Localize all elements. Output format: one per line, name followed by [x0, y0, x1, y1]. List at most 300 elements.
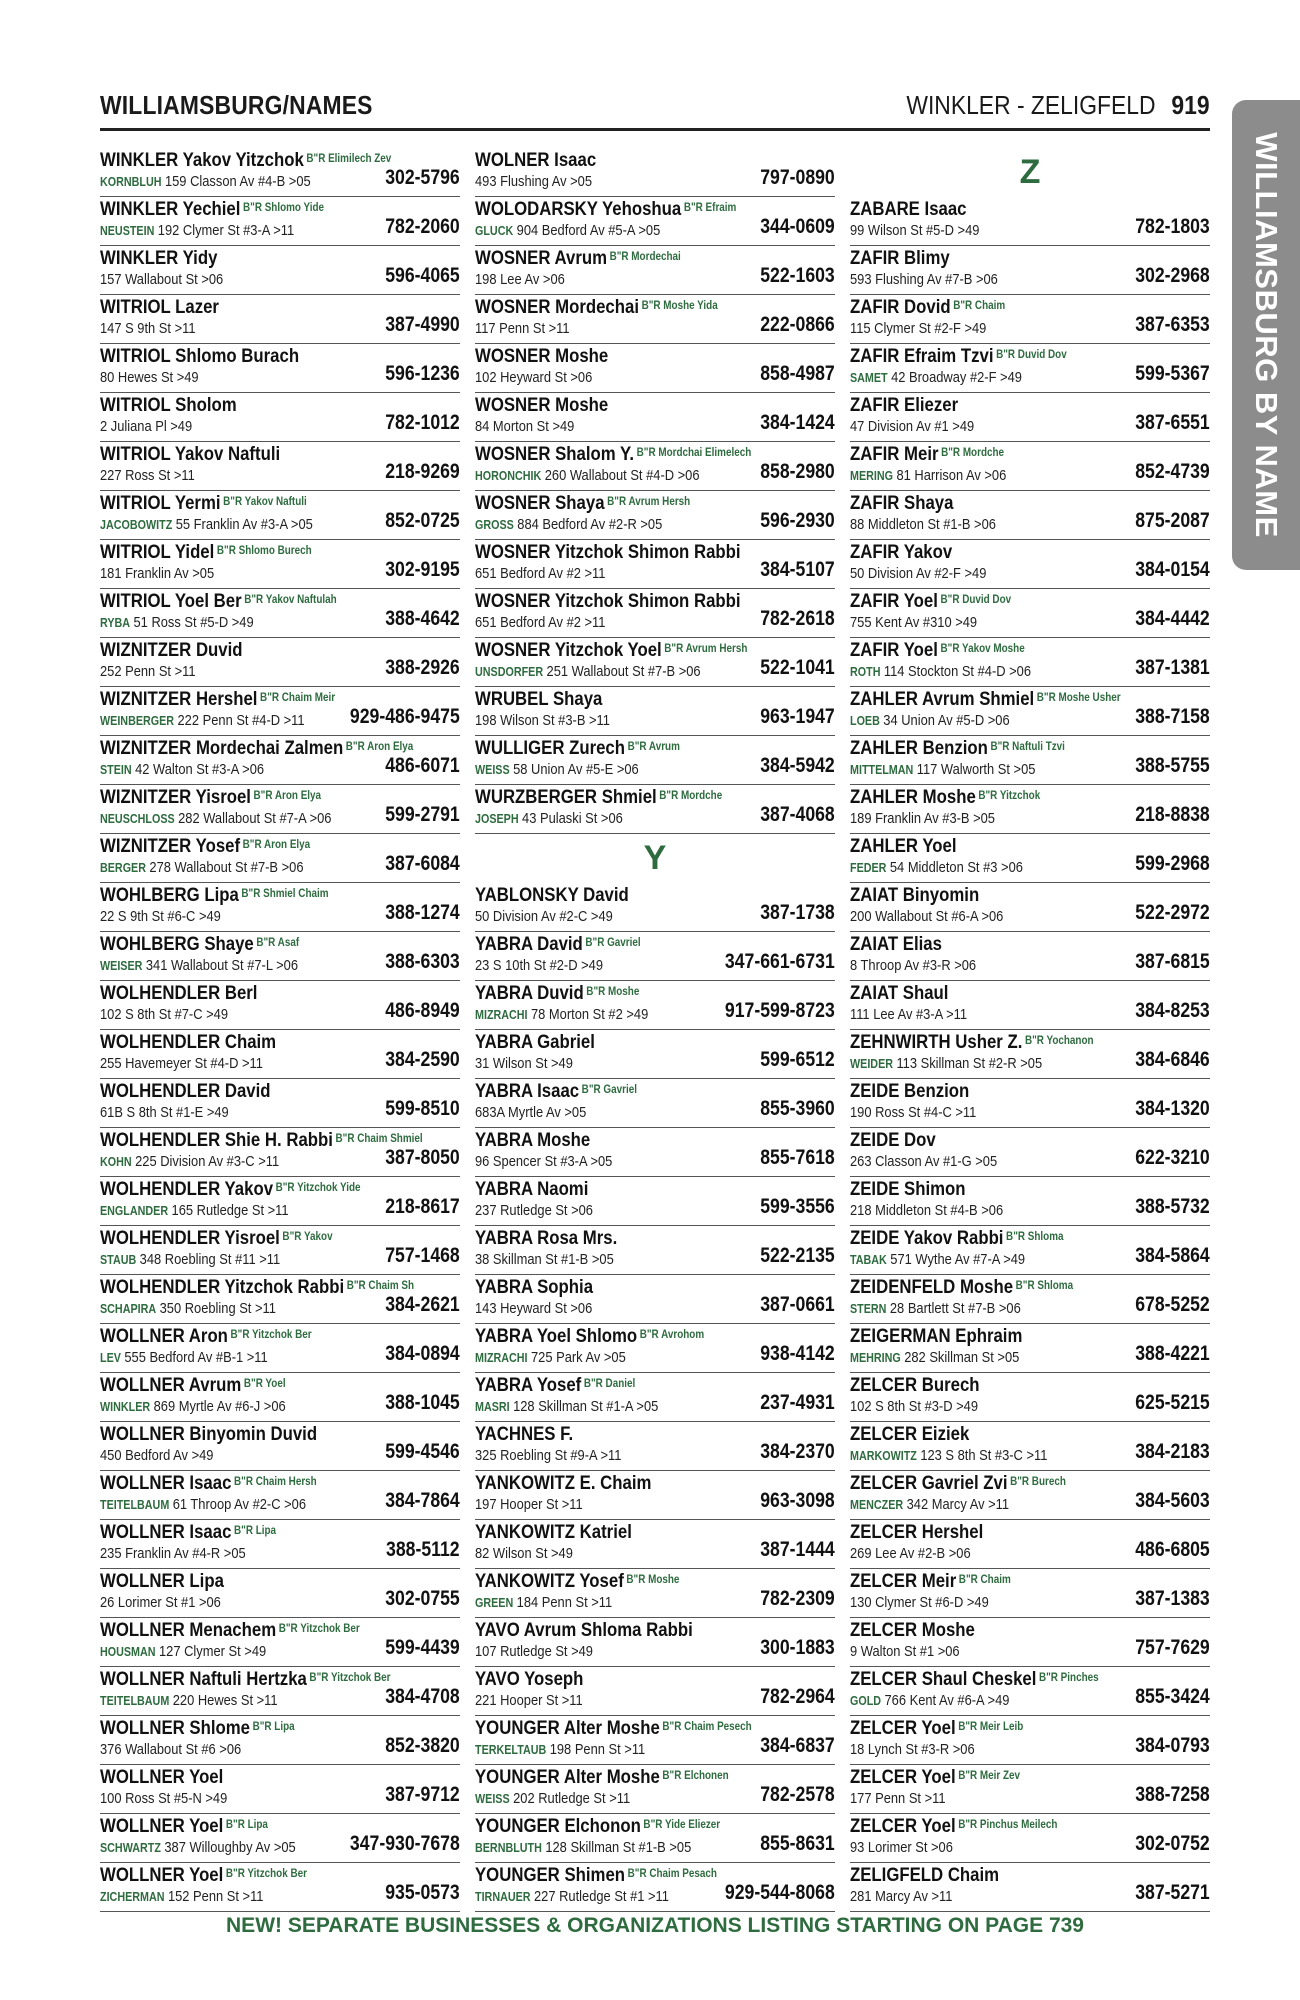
listing-phone: 522-2972 [1135, 901, 1210, 924]
listing-address: 107 Rutledge St >49 [475, 1643, 593, 1660]
listing-spouse-maiden-name: STAUB [100, 1253, 137, 1267]
listing-spouse-maiden-name: TIRNAUER [475, 1890, 531, 1904]
listing-address: 159 Classon Av #4-B >05 [164, 173, 311, 190]
listing-phone: 625-5215 [1135, 1391, 1210, 1414]
listing-name: ZAIAT Shaul [850, 982, 949, 1004]
listing-entry [850, 295, 1210, 344]
listing-entry [850, 1079, 1210, 1128]
listing-spouse-maiden-name: MIZRACHI [475, 1008, 528, 1022]
page-number: 919 [1171, 90, 1210, 120]
listing-address: 227 Rutledge St #1 >11 [533, 1888, 669, 1905]
listing-name-line [475, 1864, 717, 1887]
listing-name: YABRA Rosa Mrs. [475, 1227, 618, 1249]
listing-parent: B"R Shloma [1015, 1280, 1074, 1292]
listing-spouse-maiden-name: ZICHERMAN [100, 1890, 165, 1904]
listing-name-line [475, 198, 736, 221]
listing-address-line [850, 565, 986, 582]
listing-phone: 384-0793 [1135, 1734, 1210, 1757]
listing-name-line [850, 688, 1121, 711]
listing-address: 281 Marcy Av >11 [850, 1888, 953, 1905]
listing-address: 651 Bedford Av #2 >11 [475, 614, 606, 631]
listing-spouse-maiden-name: MASRI [475, 1400, 510, 1414]
listing-address: 269 Lee Av #2-B >06 [850, 1545, 971, 1562]
listing-entry [475, 1471, 835, 1520]
listing-entry [475, 1520, 835, 1569]
listing-address-line [475, 1153, 612, 1170]
listing-column-2 [475, 148, 835, 1912]
listing-name: WOLHENDLER Yakov [100, 1178, 274, 1200]
listing-address-line [475, 1496, 583, 1513]
listing-spouse-maiden-name: GREEN [475, 1596, 514, 1610]
listing-address-line [475, 369, 592, 386]
listing-phone: 782-2060 [385, 215, 460, 238]
listing-address-line [475, 418, 574, 435]
listing-phone: 963-3098 [760, 1489, 835, 1512]
listing-entry [475, 442, 835, 491]
listing-name: ZELCER Gavriel Zvi [850, 1472, 1008, 1494]
listing-address-line [475, 1594, 612, 1611]
listing-name: WITRIOL Yidel [100, 541, 215, 563]
listing-name-line [100, 296, 219, 319]
listing-entry [475, 1863, 835, 1912]
listing-phone: 387-1444 [760, 1538, 835, 1561]
listing-address: 198 Penn St >11 [549, 1741, 646, 1758]
listing-address: 55 Franklin Av #3-A >05 [175, 516, 313, 533]
listing-parent: B"R Chaim Pesech [662, 1721, 752, 1733]
listing-name: YABRA Sophia [475, 1276, 594, 1298]
listing-address-line [850, 1594, 989, 1611]
listing-parent: B"R Yitzchok Ber [309, 1672, 391, 1684]
listing-parent: B"R Yitzchok Ber [230, 1329, 312, 1341]
listing-parent: B"R Chaim Pesach [627, 1868, 717, 1880]
listing-parent: B"R Yochanon [1024, 1035, 1094, 1047]
listing-phone: 622-3210 [1135, 1146, 1210, 1169]
listing-address-line [850, 369, 1022, 386]
listing-address-line [100, 1349, 268, 1366]
listing-name: WOLHENDLER David [100, 1080, 271, 1102]
listing-spouse-maiden-name: WEISS [475, 763, 510, 777]
listing-name: ZAFIR Blimy [850, 247, 950, 269]
listing-address-line [100, 467, 195, 484]
listing-parent: B"R Lipa [225, 1819, 268, 1831]
listing-name-line [850, 541, 952, 564]
listing-name-line [850, 1129, 936, 1152]
listing-name-line [100, 1864, 307, 1887]
listing-address: 80 Hewes St >49 [100, 369, 199, 386]
listing-phone: 384-5864 [1135, 1244, 1210, 1267]
listing-address-line [850, 467, 1006, 484]
listing-phone: 387-1738 [760, 901, 835, 924]
listing-phone: 875-2087 [1135, 509, 1210, 532]
listing-address-line [100, 1055, 263, 1072]
listing-name-line [100, 1080, 271, 1103]
listing-name: YAVO Avrum Shloma Rabbi [475, 1619, 693, 1641]
listing-phone: 596-2930 [760, 509, 835, 532]
listing-name: WOLHENDLER Yisroel [100, 1227, 280, 1249]
listing-parent: B"R Shloma [1006, 1231, 1064, 1243]
listing-address-line [475, 614, 605, 631]
listing-phone: 387-6551 [1135, 411, 1210, 434]
listing-name-line [850, 345, 1067, 368]
listing-address-line [475, 1006, 648, 1023]
listing-address-line [475, 1349, 626, 1366]
listing-phone: 757-7629 [1135, 1636, 1210, 1659]
listing-entry [850, 638, 1210, 687]
listing-entry [475, 1275, 835, 1324]
listing-phone: 218-9269 [385, 460, 460, 483]
listing-parent: B"R Yoel [243, 1378, 286, 1390]
listing-name: YABRA Isaac [475, 1080, 580, 1102]
listing-entry [100, 1177, 460, 1226]
listing-phone: 388-5732 [1135, 1195, 1210, 1218]
listing-address-line [100, 565, 214, 582]
listing-phone: 388-1045 [385, 1391, 460, 1414]
listing-entry [475, 1814, 835, 1863]
listing-name: YOUNGER Alter Moshe [475, 1766, 660, 1788]
listing-phone: 599-4439 [385, 1636, 460, 1659]
listing-address-line [850, 1251, 1025, 1268]
listing-phone: 757-1468 [385, 1244, 460, 1267]
listing-entry [100, 1079, 460, 1128]
listing-name: ZAIAT Binyomin [850, 884, 980, 906]
listing-name: WITRIOL Yakov Naftuli [100, 443, 281, 465]
listing-name-line [850, 1619, 975, 1642]
listing-spouse-maiden-name: MITTELMAN [850, 763, 914, 777]
listing-entry [100, 1373, 460, 1422]
listing-name: WOLLNER Binyomin Duvid [100, 1423, 318, 1445]
listing-phone: 852-4739 [1135, 460, 1210, 483]
listing-name-line [100, 345, 299, 368]
listing-spouse-maiden-name: SAMET [850, 371, 888, 385]
listing-entry [475, 1422, 835, 1471]
listing-address: 255 Havemeyer St #4-D >11 [100, 1055, 263, 1072]
listing-address-line [475, 1741, 645, 1758]
listing-address: 42 Broadway #2-F >49 [891, 369, 1022, 386]
listing-address-line [475, 173, 592, 190]
listing-entry [475, 589, 835, 638]
listing-spouse-maiden-name: ROTH [850, 665, 881, 679]
listing-name-line [850, 296, 1005, 319]
listing-spouse-maiden-name: GOLD [850, 1694, 882, 1708]
listing-address: 493 Flushing Av >05 [475, 173, 593, 190]
listing-name-line [475, 1374, 635, 1397]
section-letter: Z [1019, 153, 1041, 191]
listing-address-line [850, 1741, 975, 1758]
listing-name: ZELCER Yoel [850, 1717, 956, 1739]
listing-address: 222 Penn St #4-D >11 [177, 712, 305, 729]
listing-phone: 855-3424 [1135, 1685, 1210, 1708]
listing-phone: 384-5603 [1135, 1489, 1210, 1512]
listing-entry [475, 981, 835, 1030]
listing-name: WINKLER Yidy [100, 247, 218, 269]
listing-address-line [475, 271, 565, 288]
listing-address: 81 Harrison Av >06 [896, 467, 1007, 484]
listing-phone: 858-4987 [760, 362, 835, 385]
listing-phone: 384-2590 [385, 1048, 460, 1071]
listing-phone: 782-2618 [760, 607, 835, 630]
listing-phone: 387-0661 [760, 1293, 835, 1316]
listing-phone: 387-4068 [760, 803, 835, 826]
listing-entry [475, 1226, 835, 1275]
listing-name: ZEIDE Yakov Rabbi [850, 1227, 1004, 1249]
listing-name-line [100, 639, 243, 662]
listing-name: ZELCER Meir [850, 1570, 957, 1592]
listing-name-line [850, 639, 1025, 662]
listing-address: 143 Heyward St >06 [475, 1300, 593, 1317]
listing-address: 26 Lorimer St #1 >06 [100, 1594, 221, 1611]
listing-address-line [850, 1496, 1009, 1513]
listing-name: ZAHLER Benzion [850, 737, 988, 759]
listing-name-line [850, 1766, 1020, 1789]
listing-parent: B"R Moshe [586, 986, 640, 998]
listing-phone: 384-5942 [760, 754, 835, 777]
listing-name: ZABARE Isaac [850, 198, 967, 220]
listing-phone: 782-2578 [760, 1783, 835, 1806]
footer-notice: NEW! SEPARATE BUSINESSES & ORGANIZATIONS LISTING STARTING ON PAGE 739 [226, 1914, 1084, 1937]
listing-address-line [850, 222, 979, 239]
listing-name-line [100, 1668, 391, 1691]
listing-address-line [850, 1300, 1021, 1317]
listing-name-line [850, 1178, 966, 1201]
listing-address-line [100, 1300, 276, 1317]
listing-entry [475, 393, 835, 442]
listing-parent: B"R Mordchai Elimelech [636, 447, 752, 459]
listing-entry [100, 1618, 460, 1667]
listing-phone: 388-5755 [1135, 754, 1210, 777]
listing-parent: B"R Yide Eliezer [643, 1819, 721, 1831]
listing-phone: 222-0866 [760, 313, 835, 336]
listing-address: 571 Wythe Av #7-A >49 [890, 1251, 1026, 1268]
listing-address: 102 Heyward St >06 [475, 369, 593, 386]
listing-address-line [100, 663, 196, 680]
listing-name-line [475, 247, 681, 270]
listing-parent: B"R Meir Zev [958, 1770, 1021, 1782]
listing-entry [100, 638, 460, 687]
listing-entry [850, 1177, 1210, 1226]
listing-entry [850, 1863, 1210, 1912]
listing-name: ZELCER Yoel [850, 1766, 956, 1788]
listing-entry [850, 1471, 1210, 1520]
listing-entry [100, 1471, 460, 1520]
listing-phone: 855-3960 [760, 1097, 835, 1120]
listing-entry [100, 344, 460, 393]
listing-name: WIZNITZER Yosef [100, 835, 241, 857]
listing-name-line [850, 884, 979, 907]
listing-entry [850, 1373, 1210, 1422]
listing-address-line [100, 516, 313, 533]
listing-spouse-maiden-name: TABAK [850, 1253, 887, 1267]
listing-entry [100, 246, 460, 295]
listing-name: ZAFIR Yoel [850, 639, 938, 661]
listing-name-line [850, 394, 958, 417]
listing-name-line [475, 345, 608, 368]
listing-address: 341 Wallabout St #7-L >06 [145, 957, 299, 974]
listing-entry [475, 932, 835, 981]
side-tab [1232, 100, 1300, 570]
listing-entry [850, 883, 1210, 932]
listing-name: WITRIOL Lazer [100, 296, 219, 318]
listing-phone: 388-1274 [385, 901, 460, 924]
listing-entry [475, 883, 835, 932]
listing-name: ZAIAT Elias [850, 933, 942, 955]
listing-address-line [100, 957, 298, 974]
listing-phone: 388-4642 [385, 607, 460, 630]
listing-phone: 522-1041 [760, 656, 835, 679]
listing-phone: 917-599-8723 [725, 999, 835, 1022]
listing-entry [100, 1275, 460, 1324]
listing-name-line [100, 933, 299, 956]
listing-address: 102 S 8th St #3-D >49 [850, 1398, 979, 1415]
listing-address-line [100, 1153, 279, 1170]
listing-address: 23 S 10th St #2-D >49 [475, 957, 604, 974]
listing-entry [475, 148, 835, 197]
listing-parent: B"R Efraim [683, 202, 737, 214]
listing-spouse-maiden-name: GROSS [475, 518, 514, 532]
listing-parent: B"R Chaim Shmiel [335, 1133, 423, 1145]
listing-address: 50 Division Av #2-F >49 [850, 565, 987, 582]
listing-address: 22 S 9th St #6-C >49 [100, 908, 221, 925]
listing-name-line [475, 639, 747, 662]
listing-phone: 486-8949 [385, 999, 460, 1022]
listing-name: WOSNER Moshe [475, 394, 609, 416]
listing-address: 235 Franklin Av #4-R >05 [100, 1545, 246, 1562]
listing-name: ZEIDE Benzion [850, 1080, 970, 1102]
listing-entry [475, 785, 835, 834]
page-header [100, 86, 1210, 126]
listing-entry [100, 834, 460, 883]
listing-parent: B"R Naftuli Tzvi [990, 741, 1065, 753]
listing-name-line [475, 296, 718, 319]
listing-parent: B"R Aron Elya [242, 839, 311, 851]
listing-spouse-maiden-name: RYBA [100, 616, 131, 630]
listing-address-line [850, 614, 977, 631]
listing-name: WOLNER Isaac [475, 149, 597, 171]
listing-address: 198 Wilson St #3-B >11 [475, 712, 610, 729]
listing-name-line [100, 884, 329, 907]
listing-name: WIZNITZER Yisroel [100, 786, 251, 808]
listing-name-line [850, 443, 1004, 466]
listing-name-line [100, 1276, 414, 1299]
listing-entry [850, 589, 1210, 638]
listing-parent: B"R Lipa [252, 1721, 295, 1733]
listing-address: 251 Wallabout St #7-B >06 [546, 663, 701, 680]
listing-entry [475, 1324, 835, 1373]
listing-name-line [850, 1325, 1022, 1348]
listing-address-line [850, 1055, 1042, 1072]
listing-address-line [475, 957, 603, 974]
listing-phone: 596-4065 [385, 264, 460, 287]
listing-address: 102 S 8th St #7-C >49 [100, 1006, 229, 1023]
listing-phone: 388-6303 [385, 950, 460, 973]
listing-name-line [475, 884, 629, 907]
listing-name: WULLIGER Zurech [475, 737, 626, 759]
listing-entry [475, 246, 835, 295]
listing-name-line [850, 247, 950, 270]
listing-address: 128 Skillman St #1-B >05 [545, 1839, 692, 1856]
listing-name: WIZNITZER Mordechai Zalmen [100, 737, 344, 759]
listing-address: 202 Rutledge St >11 [513, 1790, 631, 1807]
listing-entry [850, 246, 1210, 295]
listing-address: 84 Morton St >49 [475, 418, 575, 435]
listing-name: WOLLNER Isaac [100, 1521, 232, 1543]
listing-name: ZELCER Shaul Cheskel [850, 1668, 1037, 1690]
listing-address: 34 Union Av #5-D >06 [883, 712, 1010, 729]
listing-name-line [475, 1080, 637, 1103]
listing-parent: B"R Meir Leib [958, 1721, 1024, 1733]
listing-name-line [100, 1717, 295, 1740]
listing-address-line [100, 1447, 213, 1464]
listing-parent: B"R Shlomo Yide [242, 202, 325, 214]
listing-phone: 237-4931 [760, 1391, 835, 1414]
listing-address-line [100, 320, 196, 337]
listing-address: 157 Wallabout St >06 [100, 271, 224, 288]
listing-name-line [475, 443, 751, 466]
listing-name-line [475, 982, 639, 1005]
listing-address-line [100, 1104, 229, 1121]
listing-address: 42 Walton St #3-A >06 [135, 761, 265, 778]
listing-name-line [475, 1619, 693, 1642]
listing-phone: 599-3556 [760, 1195, 835, 1218]
listing-address-line [850, 810, 995, 827]
listing-address-line [475, 761, 639, 778]
listing-name: WOLHENDLER Berl [100, 982, 258, 1004]
listing-name-line [850, 492, 953, 515]
listing-address: 325 Roebling St #9-A >11 [475, 1447, 622, 1464]
listing-name-line [475, 786, 722, 809]
listing-name-line [100, 1570, 224, 1593]
listing-spouse-maiden-name: MEHRING [850, 1351, 901, 1365]
listing-entry [850, 1716, 1210, 1765]
listing-name-line [475, 1570, 679, 1593]
listing-phone: 522-1603 [760, 264, 835, 287]
listing-parent: B"R Avrohom [639, 1329, 705, 1341]
listing-name: WITRIOL Shlomo Burach [100, 345, 300, 367]
listing-address-line [475, 810, 623, 827]
listing-name: YABLONSKY David [475, 884, 629, 906]
listing-name: ZELCER Moshe [850, 1619, 975, 1641]
listing-phone: 782-2964 [760, 1685, 835, 1708]
listing-address: 184 Penn St >11 [516, 1594, 613, 1611]
listing-name-line [850, 1472, 1066, 1495]
listing-name-line [850, 835, 957, 858]
listing-parent: B"R Moshe Usher [1036, 692, 1121, 704]
listing-entry [475, 197, 835, 246]
listing-parent: B"R Yitzchok Ber [278, 1623, 360, 1635]
listing-phone: 522-2135 [760, 1244, 835, 1267]
listing-address-line [100, 761, 264, 778]
listing-address: 904 Bedford Av #5-A >05 [516, 222, 661, 239]
listing-entry [100, 1716, 460, 1765]
listing-name-line [100, 247, 217, 270]
listing-parent: B"R Duvid Dov [940, 594, 1012, 606]
listing-name-line [100, 1619, 360, 1642]
listing-name-line [100, 1423, 317, 1446]
listing-phone: 388-7258 [1135, 1783, 1210, 1806]
listing-address: 348 Roebling St #11 >11 [139, 1251, 281, 1268]
listing-address-line [100, 1839, 296, 1856]
listing-phone: 797-0890 [760, 166, 835, 189]
listing-entry [100, 1520, 460, 1569]
listing-address: 128 Skillman St #1-A >05 [513, 1398, 659, 1415]
listing-phone: 387-1381 [1135, 656, 1210, 679]
listing-name: YABRA David [475, 933, 583, 955]
listing-spouse-maiden-name: NEUSTEIN [100, 224, 155, 238]
listing-address-line [475, 565, 605, 582]
listing-name-line [475, 1521, 632, 1544]
listing-entry [850, 1520, 1210, 1569]
listing-address-line [475, 663, 701, 680]
listing-address-line [100, 859, 304, 876]
